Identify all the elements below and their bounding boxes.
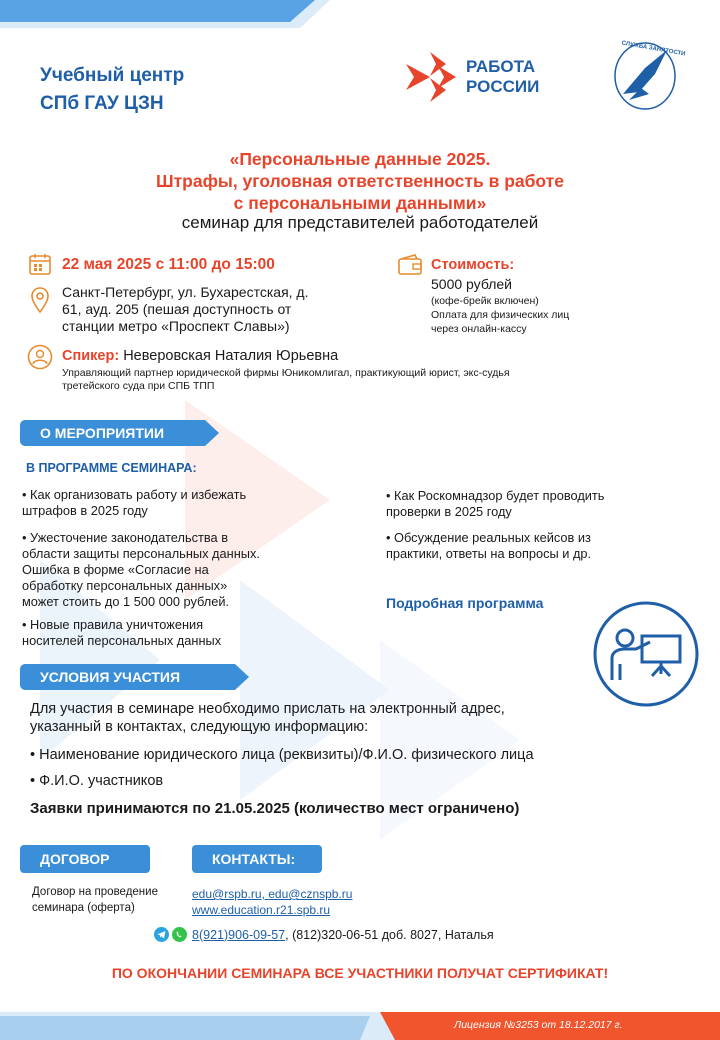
speaker-bio-line2: третейского суда при СПБ ТПП (62, 380, 215, 392)
cost-note (431, 294, 631, 336)
telegram-icon[interactable] (154, 927, 169, 942)
phone-link[interactable]: 8(921)906-09-57 (192, 927, 286, 942)
program-item-line: штрафов в 2025 году (22, 503, 148, 518)
conditions-text-line2: указанный в контактах, следующую информацию: (30, 719, 369, 735)
speaker-name: Неверовская Наталия Юрьевна (123, 348, 339, 364)
program-item-line: может стоить до 1 500 000 рублей. (22, 594, 230, 609)
cost-note-line2: Оплата для физических лиц (431, 309, 570, 321)
event-address (62, 284, 362, 335)
contacts-emails (192, 886, 352, 918)
rabota-rossii-mark-icon (400, 46, 462, 108)
tab-contract-label: ДОГОВОР (40, 851, 110, 867)
conditions-text-line1: Для участия в семинаре необходимо прислать на электронный адрес, (30, 701, 505, 717)
email-link-rspb[interactable]: edu@rspb.ru (192, 887, 262, 901)
program-title: В ПРОГРАММЕ СЕМИНАРА: (26, 461, 197, 475)
event-subtitle: семинар для представителей работодателей (181, 213, 539, 232)
program-item (22, 487, 246, 519)
tab-conditions-label: УСЛОВИЯ УЧАСТИЯ (40, 669, 181, 685)
presentation-icon (592, 600, 700, 708)
address-line2: 61, ауд. 205 (пешая доступность от (62, 301, 292, 317)
tab-about-label: О МЕРОПРИЯТИИ (40, 425, 165, 441)
wallet-icon (397, 254, 423, 276)
tab-contract[interactable] (20, 845, 150, 873)
program-item-line: • Обсуждение реальных кейсов из (386, 530, 591, 545)
email-separator: , (261, 887, 269, 901)
contacts-phones (154, 927, 494, 942)
application-deadline: Заявки принимаются по 21.05.2025 (количество мест ограничено) (30, 800, 520, 817)
tab-contacts (192, 845, 322, 873)
program-item (386, 530, 591, 562)
speaker-label: Спикер: (62, 348, 120, 364)
event-title (80, 148, 640, 214)
sluzhba-zanyatosti-logo (605, 40, 685, 112)
sluzhba-zanyatosti-text: СЛУЖБА ЗАНЯТОСТИ (620, 40, 686, 58)
license-text: Лицензия №3253 от 18.12.2017 г. (454, 1019, 623, 1031)
certificate-notice: ПО ОКОНЧАНИИ СЕМИНАРА ВСЕ УЧАСТНИКИ ПОЛУЧАТ СЕРТИФИКАТ! (111, 965, 609, 981)
contract-text-line2: семинара (оферта) (32, 902, 135, 914)
email-link-cznspb[interactable]: edu@cznspb.ru (268, 887, 353, 901)
tab-about (20, 420, 205, 446)
conditions-item: • Ф.И.О. участников (30, 773, 164, 789)
program-item (386, 488, 604, 520)
event-date: 22 мая 2025 с 11:00 до 15:00 (62, 256, 275, 273)
organization-title-line1: Учебный центр (40, 65, 185, 86)
contract-text[interactable] (32, 884, 158, 916)
program-item-line: области защиты персональных данных. (22, 546, 260, 561)
program-item-line: • Как организовать работу и избежать (22, 487, 247, 502)
program-item-line: • Ужесточение законодательства в (22, 530, 229, 545)
cost-value: 5000 рублей (431, 276, 512, 292)
location-pin-icon (30, 286, 50, 314)
cost-note-line3: через онлайн-кассу (431, 323, 527, 335)
tab-conditions (20, 664, 235, 690)
rabota-rossii-line1: РАБОТА (466, 57, 536, 76)
event-title-line3: с персональными данными» (233, 193, 487, 213)
phone-details: , (812)320-06-51 доб. 8027, Наталья (285, 927, 494, 942)
event-title-line1: «Персональные данные 2025. (229, 149, 491, 169)
program-item-line: носителей персональных данных (22, 633, 222, 648)
program-item (22, 530, 260, 610)
program-item-line: Ошибка в форме «Согласие на (22, 562, 209, 577)
event-title-line2: Штрафы, уголовная ответственность в работе (155, 171, 564, 191)
conditions-text (30, 700, 630, 736)
whatsapp-icon[interactable] (172, 927, 187, 942)
program-item-line: проверки в 2025 году (386, 504, 512, 519)
rabota-rossii-logo (400, 46, 565, 108)
program-item-line: • Новые правила уничтожения (22, 617, 204, 632)
speaker-bio (62, 367, 622, 393)
organization-title-line2: СПб ГАУ ЦЗН (40, 93, 164, 114)
organization-title (40, 62, 184, 118)
speaker-bio-line1: Управляющий партнер юридической фирмы Юникомлигал, практикующий юрист, экс-судья (62, 367, 510, 379)
address-line3: станции метро «Проспект Славы») (62, 318, 290, 334)
tab-contacts-label: КОНТАКТЫ: (212, 851, 296, 867)
address-line1: Санкт-Петербург, ул. Бухарестская, д. (62, 284, 309, 300)
program-item-line: практики, ответы на вопросы и др. (386, 546, 592, 561)
calendar-icon (28, 252, 52, 276)
rabota-rossii-line2: РОССИИ (466, 77, 540, 96)
speaker-line (62, 348, 338, 364)
cost-label: Стоимость: (431, 257, 515, 273)
program-item-line: обработку персональных данных» (22, 578, 228, 593)
detailed-program-link[interactable]: Подробная программа (386, 595, 544, 611)
program-item (22, 617, 221, 649)
website-link[interactable]: www.education.r21.spb.ru (192, 903, 331, 917)
cost-note-line1: (кофе-брейк включен) (431, 295, 539, 307)
conditions-item: • Наименование юридического лица (реквизиты)/Ф.И.О. физического лица (30, 747, 534, 763)
contract-text-line1: Договор на проведение (32, 886, 158, 898)
speaker-icon (27, 344, 53, 370)
program-item-line: • Как Роскомнадзор будет проводить (386, 488, 605, 503)
